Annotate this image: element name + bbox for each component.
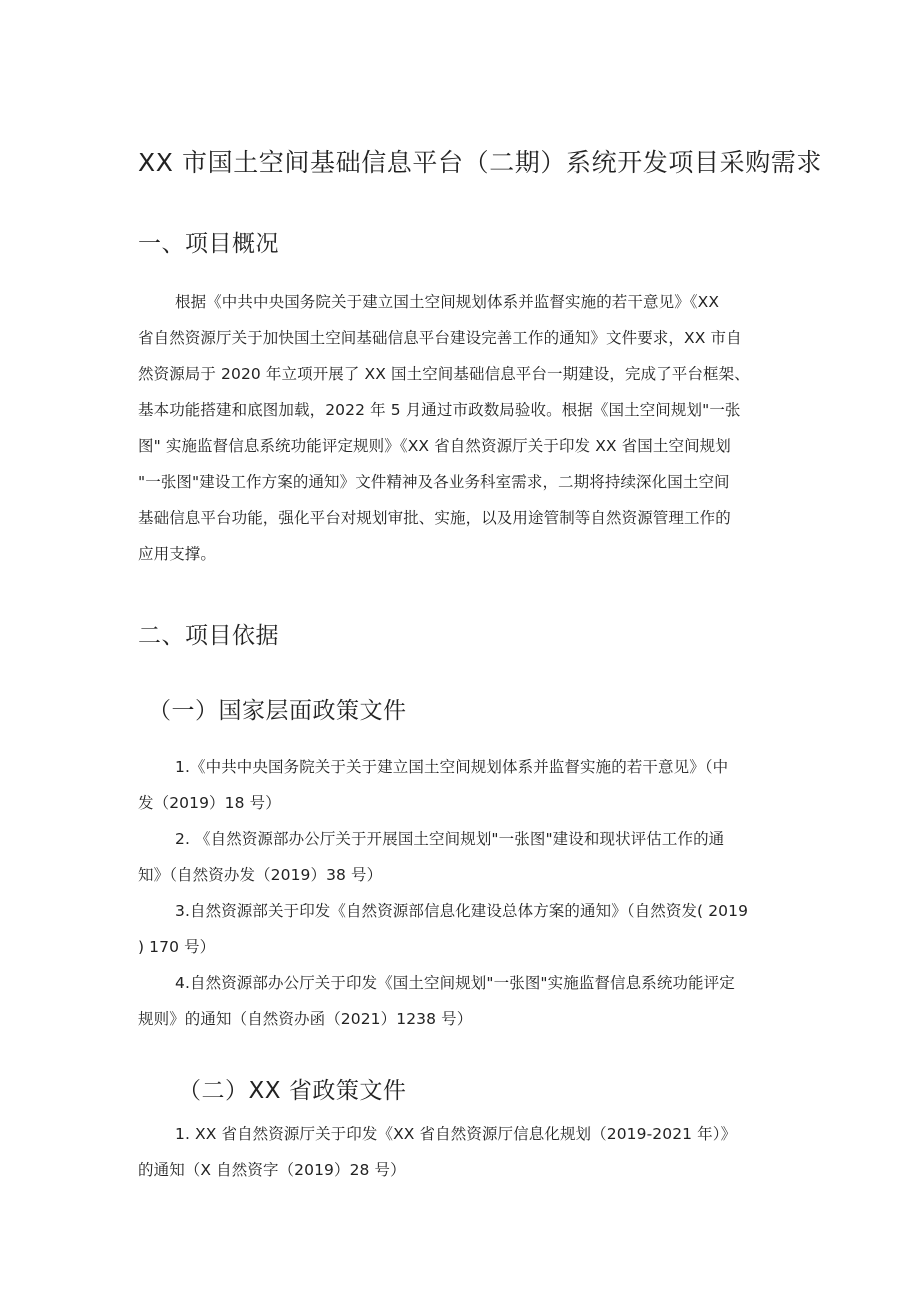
paragraph-line: 省自然资源厅关于加快国土空间基础信息平台建设完善工作的通知》文件要求，XX 市自 bbox=[138, 329, 742, 347]
paragraph-line: 然资源局于 2020 年立项开展了 XX 国土空间基础信息平台一期建设，完成了平台框架、 bbox=[138, 365, 750, 383]
paragraph-line: 应用支撑。 bbox=[138, 545, 217, 563]
paragraph-line: "一张图"建设工作方案的通知》文件精神及各业务科室需求，二期将持续深化国土空间 bbox=[138, 473, 730, 491]
paragraph-line: 基础信息平台功能，强化平台对规划审批、实施，以及用途管制等自然资源管理工作的 bbox=[138, 509, 731, 527]
paragraph-line: 根据《中共中央国务院关于建立国土空间规划体系并监督实施的若干意见》《XX bbox=[175, 293, 720, 311]
list-item-continuation: ) 170 号） bbox=[138, 938, 216, 956]
paragraph-line: 基本功能搭建和底图加载，2022 年 5 月通过市政数局验收。根据《国土空间规划"一张 bbox=[138, 401, 741, 419]
list-item: 4.自然资源部办公厅关于印发《国土空间规划"一张图"实施监督信息系统功能评定 bbox=[175, 974, 735, 992]
list-item: 2. 《自然资源部办公厅关于开展国土空间规划"一张图"建设和现状评估工作的通 bbox=[175, 830, 725, 848]
list-item-continuation: 知》（自然资办发（2019）38 号） bbox=[138, 866, 383, 884]
document-title: XX 市国土空间基础信息平台（二期）系统开发项目采购需求 bbox=[138, 148, 823, 177]
section-heading-basis: 二、项目依据 bbox=[138, 623, 279, 649]
section-heading-overview: 一、项目概况 bbox=[138, 231, 279, 257]
list-item: 1.《中共中央国务院关于关于建立国土空间规划体系并监督实施的若干意见》（中 bbox=[175, 758, 729, 776]
list-item-continuation: 规则》的通知（自然资办函（2021）1238 号） bbox=[138, 1010, 473, 1028]
subsection-heading-national: （一）国家层面政策文件 bbox=[148, 698, 407, 724]
list-item-continuation: 发（2019）18 号） bbox=[138, 794, 281, 812]
paragraph-line: 图" 实施监督信息系统功能评定规则》《XX 省自然资源厅关于印发 XX 省国土空间规划 bbox=[138, 437, 731, 455]
list-item-continuation: 的通知（X 自然资字（2019）28 号） bbox=[138, 1161, 406, 1179]
list-item: 3.自然资源部关于印发《自然资源部信息化建设总体方案的通知》（自然资发( 2019 bbox=[175, 902, 749, 920]
national-policy-list bbox=[138, 749, 788, 1037]
overview-paragraph bbox=[138, 284, 788, 572]
provincial-policy-list bbox=[138, 1116, 788, 1188]
list-item: 1. XX 省自然资源厅关于印发《XX 省自然资源厅信息化规划（2019-2021 年）》 bbox=[175, 1125, 737, 1143]
subsection-heading-provincial: （二）XX 省政策文件 bbox=[178, 1078, 407, 1104]
